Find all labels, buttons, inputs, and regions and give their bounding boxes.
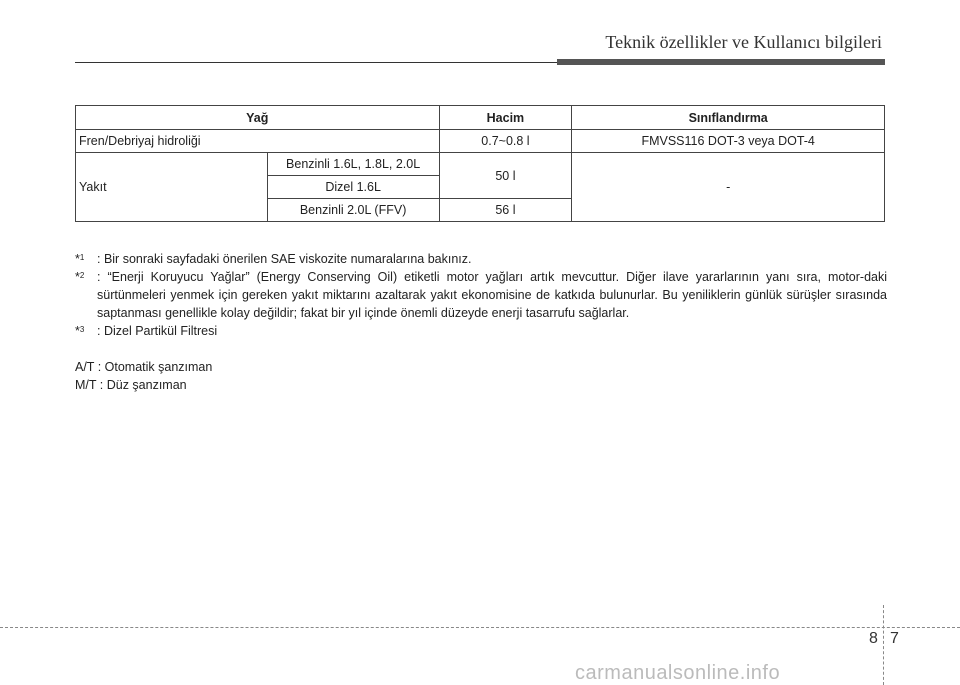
- col-header-oil: Yağ: [76, 106, 440, 130]
- footnote-number: 1: [79, 253, 85, 262]
- col-header-volume: Hacim: [439, 106, 572, 130]
- footnote-mark: *: [75, 324, 80, 338]
- fuel-variant: Benzinli 2.0L (FFV): [267, 199, 439, 222]
- fuel-volume: 56 l: [439, 199, 572, 222]
- col-header-classification: Sınıflandırma: [572, 106, 885, 130]
- footnote-text: : “Enerji Koruyucu Yağlar” (Energy Conserving Oil) etiketli motor yağları artık mevcuttur. Diğer ilave yararlarının yanı sıra, motor-daki sürtünmeleri yenmek için gereken yakıt miktarını azaltarak yakıt ekonomisine de katkıda bulunurlar. Bu yeniliklerin günlük sürüşler sırasında saptanması genellikle kolay değildir; fakat bir yıl içinde önemli düzeyde enerji tasarrufu sağlarlar.: [97, 270, 887, 320]
- fuel-classification: -: [572, 153, 885, 222]
- brake-fluid-classification: FMVSS116 DOT-3 veya DOT-4: [572, 130, 885, 153]
- footnote-text: : Dizel Partikül Filtresi: [97, 324, 218, 338]
- spec-table: [75, 105, 885, 222]
- watermark: carmanualsonline.info: [575, 662, 781, 684]
- fuel-name: Yakıt: [76, 153, 268, 222]
- footnote-number: 3: [79, 325, 85, 334]
- table-row: [76, 153, 885, 176]
- footnote-number: 2: [79, 271, 85, 280]
- table-row: [76, 130, 885, 153]
- page-header-title: Teknik özellikler ve Kullanıcı bilgileri: [605, 32, 882, 52]
- chapter-number: 8: [869, 630, 878, 647]
- header-rule-accent: [557, 59, 885, 65]
- footnote-mark: *: [75, 270, 80, 284]
- page-number: 7: [890, 630, 899, 647]
- footer-divider: [0, 627, 960, 628]
- abbreviation: A/T : Otomatik şanzıman: [75, 360, 213, 374]
- footnote-text: : Bir sonraki sayfadaki önerilen SAE viskozite numaralarına bakınız.: [97, 252, 472, 266]
- footnote: [75, 322, 887, 340]
- brake-fluid-name: Fren/Debriyaj hidroliği: [76, 130, 440, 153]
- table-header-row: [76, 106, 885, 130]
- page-number-divider: [883, 605, 884, 685]
- fuel-volume: 50 l: [439, 153, 572, 199]
- brake-fluid-volume: 0.7~0.8 l: [439, 130, 572, 153]
- footnote: [75, 250, 887, 268]
- fuel-variant: Benzinli 1.6L, 1.8L, 2.0L: [267, 153, 439, 176]
- footnotes: [75, 250, 887, 394]
- fuel-variant: Dizel 1.6L: [267, 176, 439, 199]
- abbreviation: M/T : Düz şanzıman: [75, 378, 187, 392]
- footnote-mark: *: [75, 252, 80, 266]
- footnote: [75, 268, 887, 322]
